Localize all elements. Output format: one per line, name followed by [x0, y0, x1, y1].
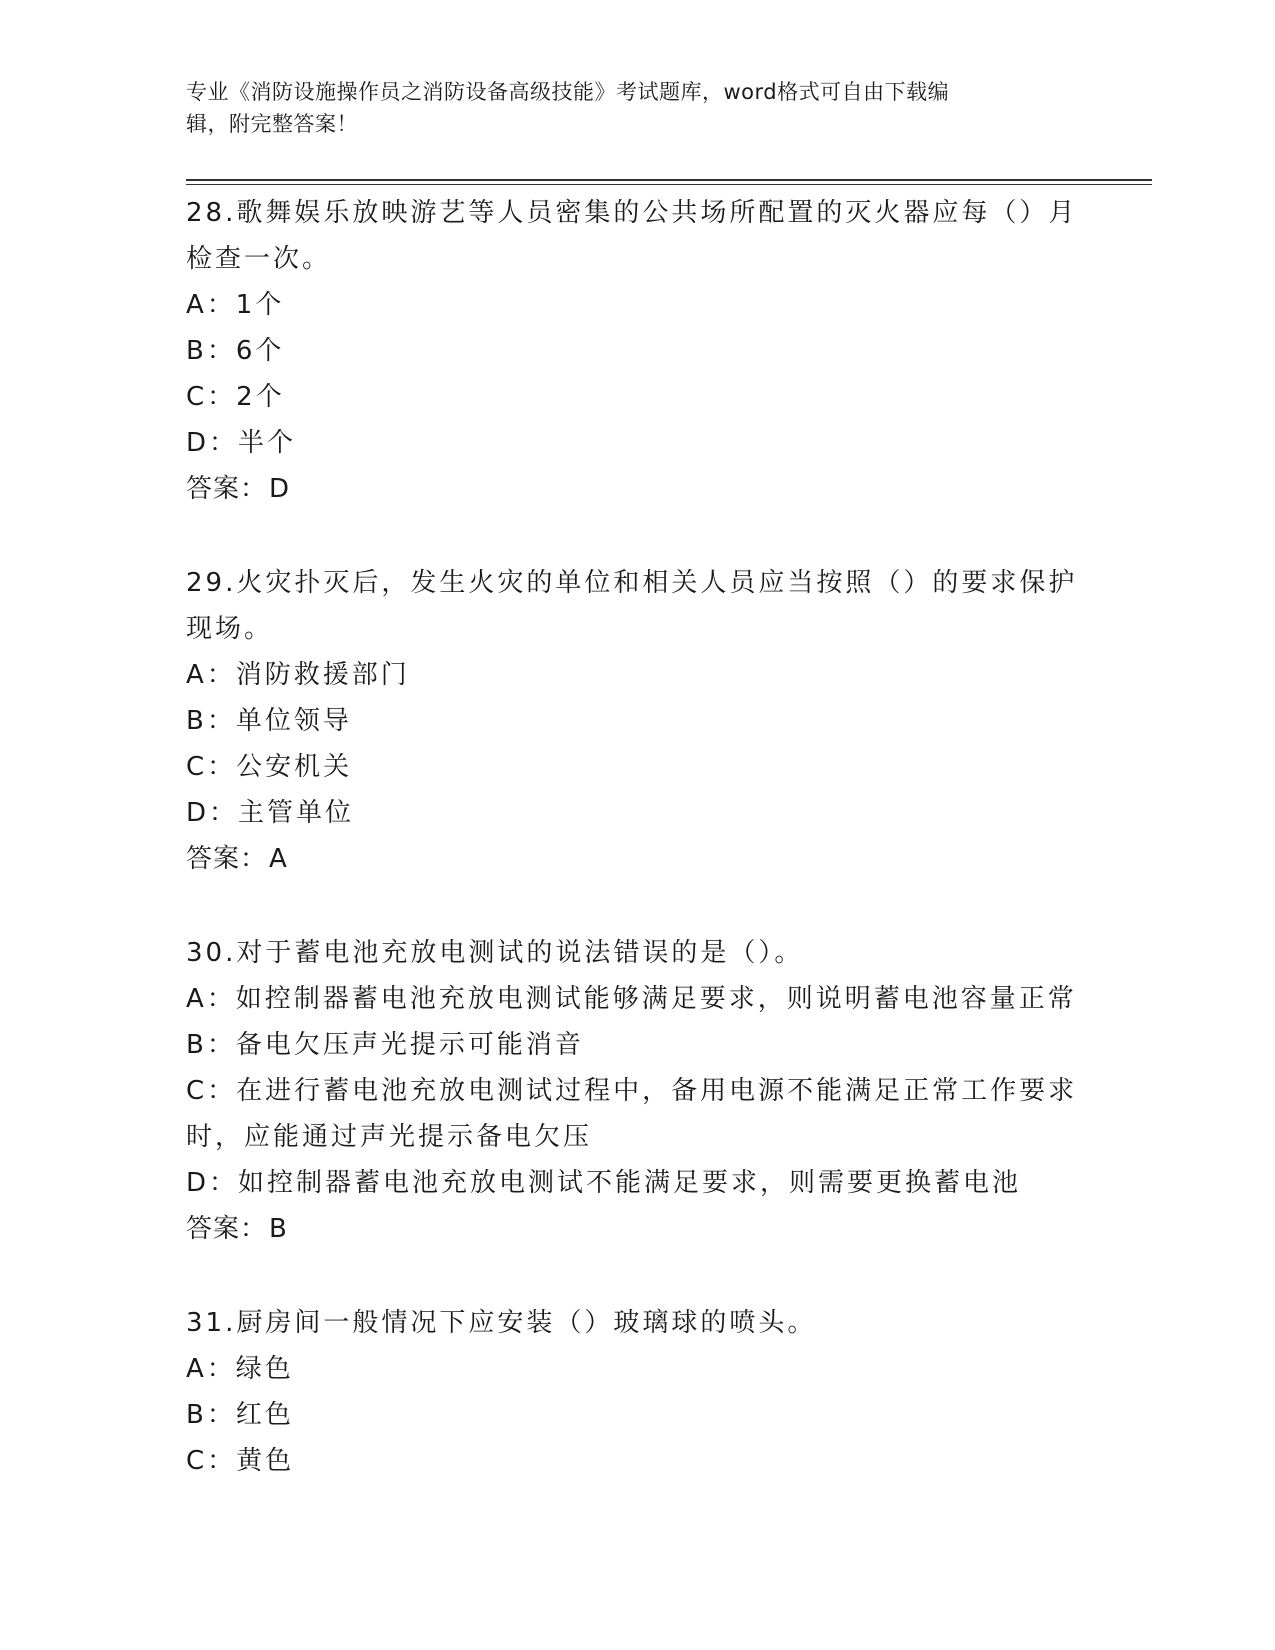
header-line-2: 辑，附完整答案！: [186, 112, 358, 136]
option-d: D：如控制器蓄电池充放电测试不能满足要求，则需要更换蓄电池: [186, 1168, 1022, 1198]
answer-value: D: [269, 474, 291, 504]
header-line-1: 专业《消防设施操作员之消防设备高级技能》考试题库，word格式可自由下载编: [186, 80, 950, 104]
option-d: D：半个: [186, 428, 297, 458]
answer-line: [186, 466, 1086, 512]
question-list: [186, 190, 1086, 1532]
question-30: [186, 930, 1086, 1252]
question-stem: 31.厨房间一般情况下应安装（）玻璃球的喷头。: [186, 1308, 817, 1338]
question-stem: 29.火灾扑灭后，发生火灾的单位和相关人员应当按照（）的要求保护: [186, 568, 1078, 598]
option-a: A：如控制器蓄电池充放电测试能够满足要求，则说明蓄电池容量正常: [186, 984, 1077, 1014]
option-d: D：主管单位: [186, 798, 355, 828]
answer-value: A: [269, 844, 288, 874]
question-stem: 检查一次。: [186, 244, 332, 274]
answer-line: [186, 1206, 1086, 1252]
option-b: B：备电欠压声光提示可能消音: [186, 1030, 584, 1060]
question-29: [186, 560, 1086, 882]
option-b: B：6个: [186, 336, 285, 366]
question-stem: 30.对于蓄电池充放电测试的说法错误的是（）。: [186, 938, 804, 968]
header-divider-thick: [186, 179, 1152, 181]
answer-label: 答案：: [186, 844, 268, 874]
answer-label: 答案：: [186, 1214, 268, 1244]
header-divider-thin: [186, 184, 1152, 185]
question-stem: 现场。: [186, 614, 274, 644]
answer-value: B: [269, 1214, 288, 1244]
question-28: [186, 190, 1086, 512]
answer-line: [186, 836, 1086, 882]
option-a: A：绿色: [186, 1354, 294, 1384]
option-c: C：在进行蓄电池充放电测试过程中，备用电源不能满足正常工作要求: [186, 1076, 1078, 1106]
option-c: C：公安机关: [186, 752, 353, 782]
question-31: [186, 1300, 1086, 1484]
option-b: B：红色: [186, 1400, 294, 1430]
answer-label: 答案：: [186, 474, 268, 504]
option-a: A：1个: [186, 290, 285, 320]
question-stem: 28.歌舞娱乐放映游艺等人员密集的公共场所配置的灭火器应每（）月: [186, 198, 1078, 228]
option-b: B：单位领导: [186, 706, 352, 736]
option-a: A：消防救援部门: [186, 660, 410, 690]
option-c: C：黄色: [186, 1446, 295, 1476]
option-c-continued: 时，应能通过声光提示备电欠压: [186, 1122, 593, 1152]
document-header: [186, 76, 1076, 140]
option-c: C：2个: [186, 382, 285, 412]
